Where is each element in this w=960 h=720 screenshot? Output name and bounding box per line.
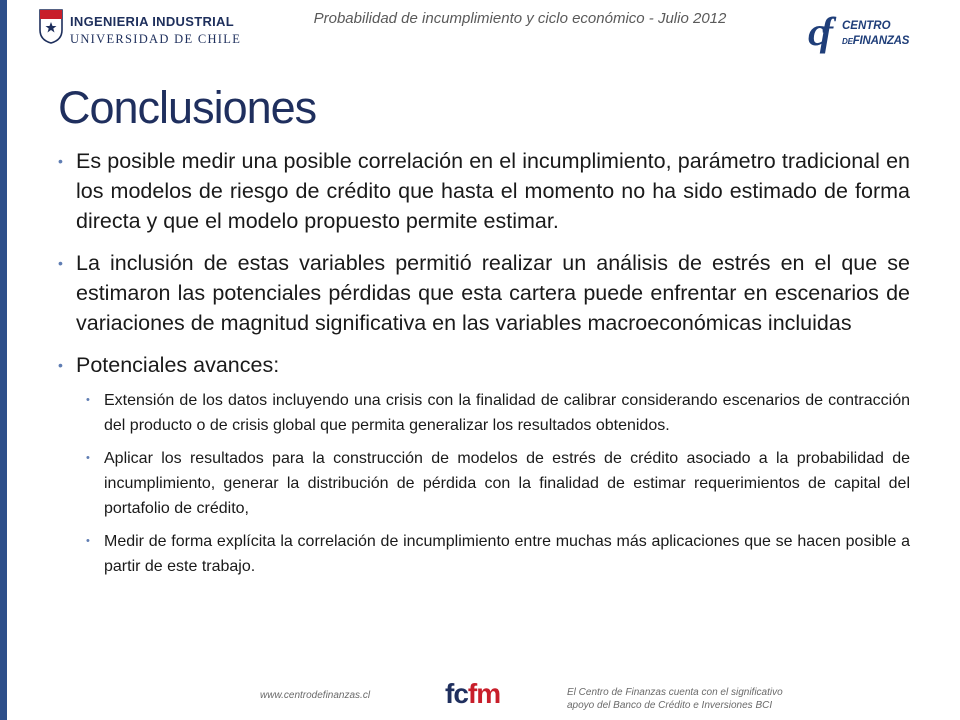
footer-note-line2: apoyo del Banco de Crédito e Inversiones BCI <box>567 700 773 711</box>
cf-logo-text-finanzas-main: FINANZAS <box>852 35 910 47</box>
left-accent-bar <box>0 0 7 720</box>
footer-note-line1: El Centro de Finanzas cuenta con el significativo <box>567 687 783 698</box>
cf-logo-text-centro: CENTRO <box>842 20 891 32</box>
bullet-dot-icon: • <box>58 357 63 373</box>
fcfm-logo-part-fm: fm <box>467 678 501 709</box>
bullet-text: Potenciales avances: <box>76 353 280 377</box>
cf-logo-text-finanzas <box>842 35 909 47</box>
footer-url: www.centrodefinanzas.cl <box>260 690 371 701</box>
slide-content <box>58 146 910 587</box>
sub-bullet-list <box>58 388 910 579</box>
bullet-item <box>58 350 910 380</box>
slide-title: Conclusiones <box>58 82 317 133</box>
uchile-logo <box>38 6 242 54</box>
sub-bullet-dot-icon: • <box>86 452 90 464</box>
sub-bullet-text: Aplicar los resultados para la construcción de modelos de estrés de crédito asociado a la probabilidad de incumplimiento, generar la distribución de pérdida con la finalidad de estimar requerimientos de capital del portafolio de crédito, <box>104 450 910 517</box>
bullet-item <box>58 146 910 236</box>
footer-sponsor-note <box>567 686 827 712</box>
bullet-dot-icon: • <box>58 255 63 271</box>
cf-logo-mark: cf <box>808 9 828 54</box>
bullet-dot-icon: • <box>58 153 63 169</box>
bullet-item <box>58 248 910 338</box>
bullet-text: La inclusión de estas variables permitió realizar un análisis de estrés en el que se estimaron las potenciales pérdidas que esta cartera puede enfrentar en escenarios de variaciones de magnitud significativa en las variables macroeconómicas incluidas <box>76 251 910 335</box>
fcfm-logo <box>445 678 500 710</box>
logo-text-ingenieria: INGENIERIA INDUSTRIAL <box>70 14 234 29</box>
presentation-header-title: Probabilidad de incumplimiento y ciclo económico - Julio 2012 <box>313 10 727 27</box>
sub-bullet-dot-icon: • <box>86 394 90 406</box>
sub-bullet-item <box>86 446 910 521</box>
centro-finanzas-logo <box>808 9 918 58</box>
logo-text-universidad: UNIVERSIDAD DE CHILE <box>70 32 242 46</box>
sub-bullet-dot-icon: • <box>86 535 90 547</box>
fcfm-logo-part-fc: fc <box>445 678 468 709</box>
sub-bullet-item <box>86 529 910 579</box>
cf-logo-text-de: DE <box>842 37 853 46</box>
bullet-text: Es posible medir una posible correlación en el incumplimiento, parámetro tradicional en los modelos de riesgo de crédito que hasta el momento no ha sido estimado de forma directa y que el modelo propuesto permite estimar. <box>76 149 910 233</box>
sub-bullet-text: Medir de forma explícita la correlación de incumplimiento entre muchas más aplicaciones que se hacen posible a partir de este trabajo. <box>104 533 910 575</box>
sub-bullet-text: Extensión de los datos incluyendo una crisis con la finalidad de calibrar considerando escenarios de contracción del producto o de crisis global que permita generalizar los resultados obtenidos. <box>104 392 910 434</box>
university-crest-icon <box>38 8 64 44</box>
sub-bullet-item <box>86 388 910 438</box>
